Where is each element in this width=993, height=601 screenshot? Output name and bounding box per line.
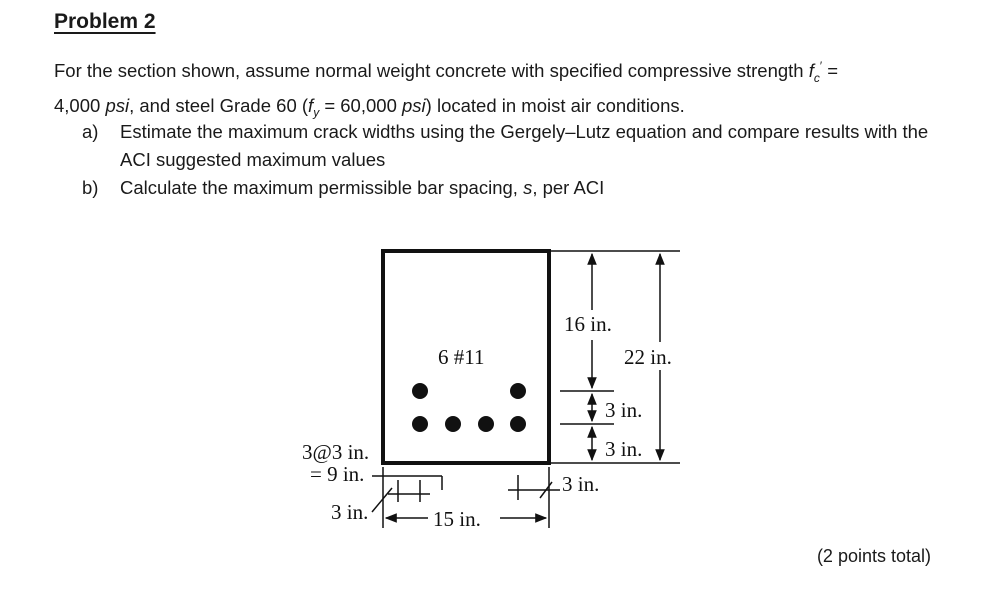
fc-prime: ′ [819,59,823,73]
rebar [412,383,428,399]
bar-label: 6 #11 [438,345,485,369]
psi-unit: psi [105,94,130,116]
spacing-label: 3@3 in. [302,440,370,464]
rebar [510,383,526,399]
fy-symbol: f [308,94,314,116]
rebar [510,416,526,432]
intro-text: = [822,60,839,82]
fy-subscript: y [313,105,320,120]
intro-text: , and steel Grade 60 ( [129,94,309,116]
dim-label-3b: 3 in. [605,437,643,461]
spacing-symbol: s [523,177,533,198]
problem-title: Problem 2 [54,10,156,33]
spacing-total-label: = 9 in. [310,462,365,486]
width-label: 15 in. [433,507,481,531]
rebar [445,416,461,432]
rebar [412,416,428,432]
fc-symbol: f [808,60,814,82]
dim-label-16: 16 in. [564,312,612,336]
dim-label-22: 22 in. [624,345,672,369]
item-marker: a) [82,121,99,142]
intro-text: = 60,000 [319,94,402,116]
fc-subscript: c [813,70,820,85]
cover-left-label: 3 in. [331,500,369,524]
cover-right-label: 3 in. [562,472,600,496]
psi-unit: psi [402,94,426,116]
intro-text: 4,000 [54,94,106,116]
intro-text: For the section shown, assume normal weight concrete with specified compressive strength [54,60,809,82]
item-text: Calculate the maximum permissible bar spacing, [120,177,524,198]
item-text: Estimate the maximum crack widths using the Gergely–Lutz equation and compare results with the ACI suggested maximum values [120,121,929,170]
points-total: (2 points total) [816,546,931,566]
item-marker: b) [82,177,99,198]
rebar [478,416,494,432]
dim-label-3a: 3 in. [605,398,643,422]
intro-text: ) located in moist air conditions. [425,94,685,116]
item-text: , per ACI [532,177,605,198]
